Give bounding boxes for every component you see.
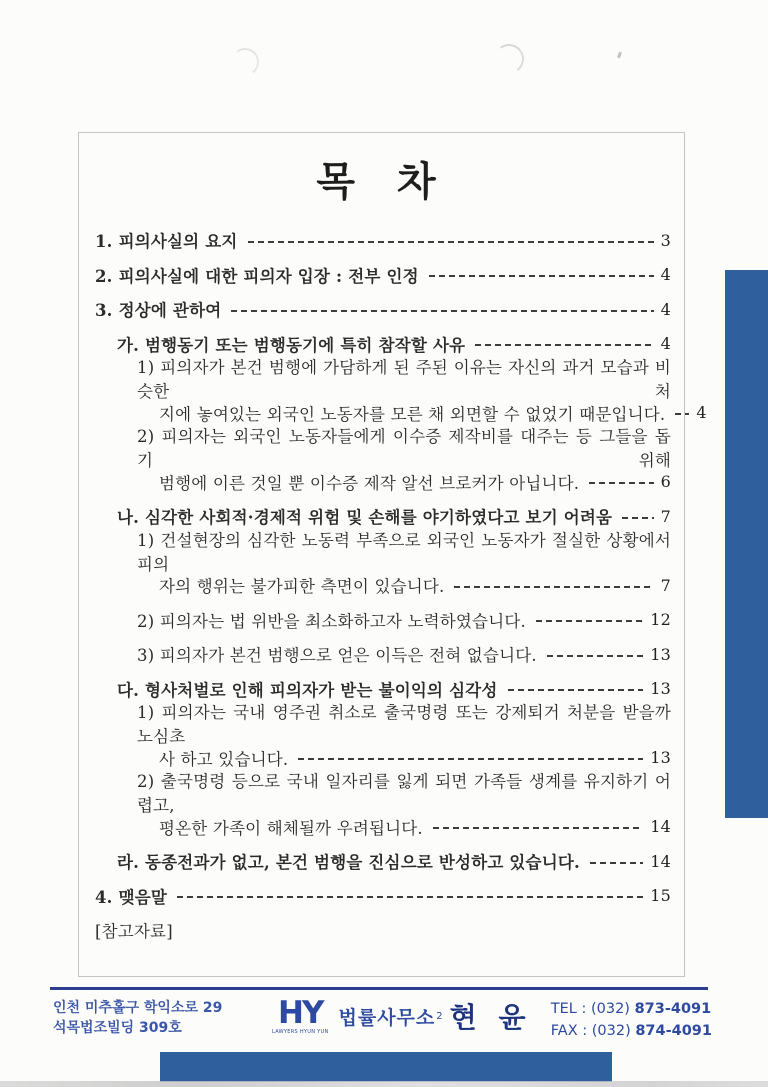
toc-item-text: 2. 피의사실에 대한 피의자 입장 : 전부 인정: [95, 266, 419, 286]
dash-leader: [231, 310, 653, 312]
toc-page-number: 13: [650, 748, 671, 768]
toc-item-text: 3. 정상에 관하여: [95, 301, 222, 321]
fax-line: [551, 1020, 712, 1042]
toc-item-text: 평온한 가족이 해체될까 우려됩니다.: [159, 818, 423, 838]
toc-page-number: 7: [660, 506, 671, 526]
toc-line: [95, 703, 671, 747]
toc-page-number: 7: [660, 575, 671, 595]
table-of-contents: [95, 223, 707, 948]
dash-leader: [298, 758, 643, 760]
logo-subtext: LAWYERS HYUN YUN: [272, 1028, 329, 1035]
law-firm-logo: [272, 996, 532, 1036]
toc-item-text: 나. 심각한 사회적·경제적 위험 및 손해를 야기하였다고 보기 어려움: [117, 508, 613, 528]
dash-leader: [429, 275, 654, 277]
footer-address: [53, 998, 222, 1038]
toc-page-number: 13: [650, 644, 671, 664]
toc-item-text: 범행에 이른 것일 뿐 이수증 제작 알선 브로커가 아닙니다.: [159, 473, 580, 493]
toc-page-number: 4: [660, 299, 671, 319]
logo-flourish: 2: [436, 1010, 443, 1022]
blue-bottom-bar: [160, 1052, 612, 1082]
toc-item-text: 가. 범행동기 또는 범행동기에 특히 참작할 사유: [117, 335, 466, 355]
toc-line: [95, 358, 671, 402]
toc-item-text: 다. 형사처벌로 인해 피의자가 받는 불이익의 심각성: [117, 680, 498, 700]
toc-item-text: 3) 피의자가 본건 범행으로 얻은 이득은 전혀 없습니다.: [137, 646, 537, 666]
toc-page-number: 6: [660, 472, 671, 492]
toc-item-text: 4. 맺음말: [95, 887, 167, 907]
scan-artifact-arc: [229, 46, 261, 78]
toc-item-text: 자의 행위는 불가피한 측면이 있습니다.: [159, 577, 445, 597]
toc-item-text: 1) 피의자는 국내 영주권 취소로 출국명령 또는 강제퇴거 처분을 받을까 노심초: [137, 703, 671, 747]
toc-item-text: [참고자료]: [95, 922, 173, 942]
tel-line: [551, 998, 712, 1020]
firm-type-label: 법률사무소: [338, 1006, 436, 1029]
toc-page-number: 4: [660, 265, 671, 285]
footer-contact: [551, 998, 712, 1042]
dash-leader: [622, 517, 653, 519]
toc-item-text: 2) 피의자는 외국인 노동자들에게 이수증 제작비를 대주는 등 그들을 돕기 위해: [137, 427, 671, 471]
toc-line: [95, 879, 671, 914]
address-line-1: 인천 미추홀구 학익소로 29: [53, 1000, 223, 1016]
toc-line: [95, 258, 671, 293]
dash-leader: [675, 413, 689, 415]
toc-item-text: 2) 출국명령 등으로 국내 일자리를 잃게 되면 가족들 생계를 유지하기 어렵고,: [137, 772, 671, 816]
fax-number: 874-4091: [635, 1023, 712, 1039]
toc-line: [95, 913, 671, 948]
toc-page-number: 14: [650, 851, 671, 871]
toc-page-number: 12: [650, 610, 671, 630]
dash-leader: [547, 655, 643, 657]
toc-line: [95, 637, 671, 672]
tel-label: TEL : (032): [550, 1001, 635, 1017]
toc-item-text: 1) 건설현장의 심각한 노동력 부족으로 외국인 노동자가 절실한 상황에서 피의: [137, 530, 671, 574]
dash-leader: [475, 344, 653, 346]
fax-label: FAX : (032): [550, 1023, 636, 1039]
dash-leader: [589, 482, 653, 484]
document-border-box: [78, 132, 707, 977]
address-line-2: 석목법조빌딩 309호: [53, 1020, 182, 1036]
toc-page-number: 4: [660, 334, 671, 354]
toc-page-number: 14: [650, 817, 671, 837]
tel-number: 873-4091: [634, 1001, 712, 1017]
hy-monogram: HY: [278, 994, 323, 1031]
hy-logo-icon: [272, 994, 329, 1035]
dash-leader: [454, 586, 653, 588]
toc-page-number: 13: [650, 679, 671, 699]
toc-line: [95, 603, 671, 638]
dash-leader: [590, 862, 643, 864]
toc-page-number: 15: [650, 886, 671, 906]
toc-line: [95, 844, 671, 879]
toc-item-text: 2) 피의자는 법 위반을 최소화하고자 노력하였습니다.: [137, 611, 526, 631]
dash-leader: [248, 241, 654, 243]
toc-page-number: 3: [660, 230, 671, 250]
footer-divider: [50, 987, 708, 990]
toc-line: [95, 772, 671, 816]
scan-artifact-speck: [617, 52, 622, 59]
toc-item-text: 라. 동종전과가 없고, 본건 범행을 진심으로 반성하고 있습니다.: [117, 853, 580, 873]
toc-item-text: 1) 피의자가 본건 범행에 가담하게 된 주된 이유는 자신의 과거 모습과 비슷한 처: [137, 358, 671, 402]
toc-line: [95, 427, 671, 471]
toc-line: [95, 223, 671, 258]
blue-side-band: [725, 270, 768, 818]
toc-item-text: 사 하고 있습니다.: [159, 749, 289, 769]
toc-page-number: 4: [696, 403, 707, 423]
dash-leader: [508, 689, 644, 691]
dash-leader: [177, 896, 643, 898]
toc-line: [95, 292, 671, 327]
dash-leader: [536, 620, 643, 622]
scan-edge-artifact: [0, 1081, 768, 1087]
toc-line: [95, 530, 671, 574]
scan-artifact-arc: [492, 42, 526, 76]
toc-item-text: 1. 피의사실의 요지: [95, 232, 238, 252]
toc-item-text: 지에 놓여있는 외국인 노동자를 모른 채 외면할 수 없었기 때문입니다.: [159, 404, 666, 424]
dash-leader: [433, 827, 643, 829]
firm-name-label: 현 윤: [449, 1001, 532, 1034]
page-title: 목 차: [316, 159, 450, 205]
